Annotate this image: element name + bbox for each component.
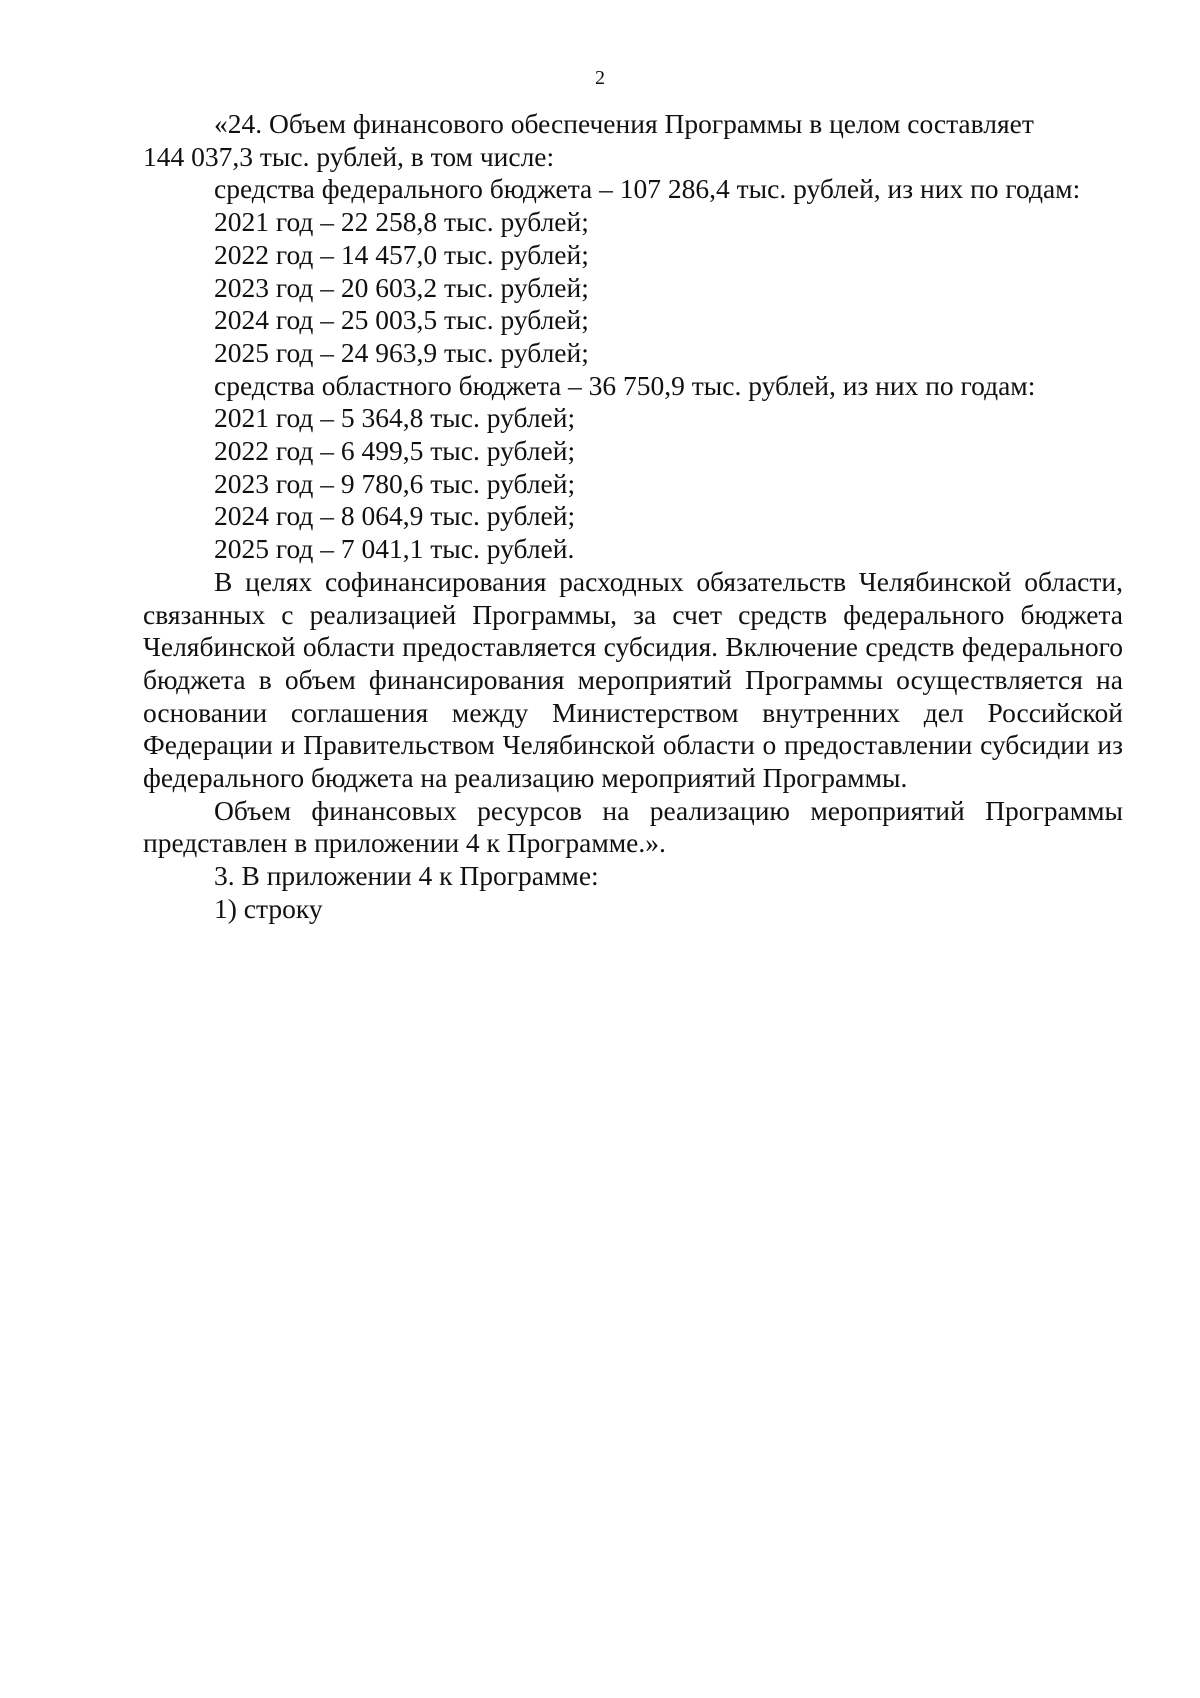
page-number: 2 bbox=[595, 67, 605, 89]
federal-year-2023: 2023 год – 20 603,2 тыс. рублей; bbox=[214, 271, 589, 303]
federal-year-2021: 2021 год – 22 258,8 тыс. рублей; bbox=[214, 206, 589, 238]
document-body bbox=[143, 108, 1123, 926]
federal-year-2022: 2022 год – 14 457,0 тыс. рублей; bbox=[214, 238, 589, 270]
regional-year-2023: 2023 год – 9 780,6 тыс. рублей; bbox=[214, 467, 576, 499]
regional-year-2022: 2022 год – 6 499,5 тыс. рублей; bbox=[214, 435, 576, 467]
section-24-intro bbox=[143, 108, 1123, 141]
federal-year-2024: 2024 год – 25 003,5 тыс. рублей; bbox=[214, 304, 589, 336]
item-3: 3. В приложении 4 к Программе: bbox=[214, 860, 599, 892]
item-3-subitem-1: 1) строку bbox=[214, 892, 323, 924]
resources-paragraph: Объем финансовых ресурсов на реализацию мероприятий Программы представлен в приложении 4 к Программе.». bbox=[143, 794, 1123, 859]
section-24-intro-line1: «24. Объем финансового обеспечения Программы в целом составляет bbox=[214, 108, 1034, 139]
federal-budget-heading: средства федерального бюджета – 107 286,4 тыс. рублей, из них по годам: bbox=[214, 173, 1081, 205]
federal-year-2025: 2025 год – 24 963,9 тыс. рублей; bbox=[214, 336, 589, 368]
regional-year-2024: 2024 год – 8 064,9 тыс. рублей; bbox=[214, 500, 576, 532]
cofinancing-paragraph: В целях софинансирования расходных обязательств Челябинской области, связанных с реализацией Программы, за счет средств федерального бюджета Челябинской области предоставляется субсидия. Включение средств федерального бюджета в объем финансирования мероприятий Программы осуществляется на основании соглашения между Министерством внутренних дел Российской Федерации и Правительством Челябинской области о предоставлении субсидии из федерального бюджета на реализацию мероприятий Программы. bbox=[143, 565, 1123, 794]
section-24-intro-line2: 144 037,3 тыс. рублей, в том числе: bbox=[143, 140, 555, 172]
regional-year-2021: 2021 год – 5 364,8 тыс. рублей; bbox=[214, 402, 576, 434]
regional-budget-heading: средства областного бюджета – 36 750,9 тыс. рублей, из них по годам: bbox=[214, 369, 1036, 401]
regional-year-2025: 2025 год – 7 041,1 тыс. рублей. bbox=[214, 533, 575, 565]
